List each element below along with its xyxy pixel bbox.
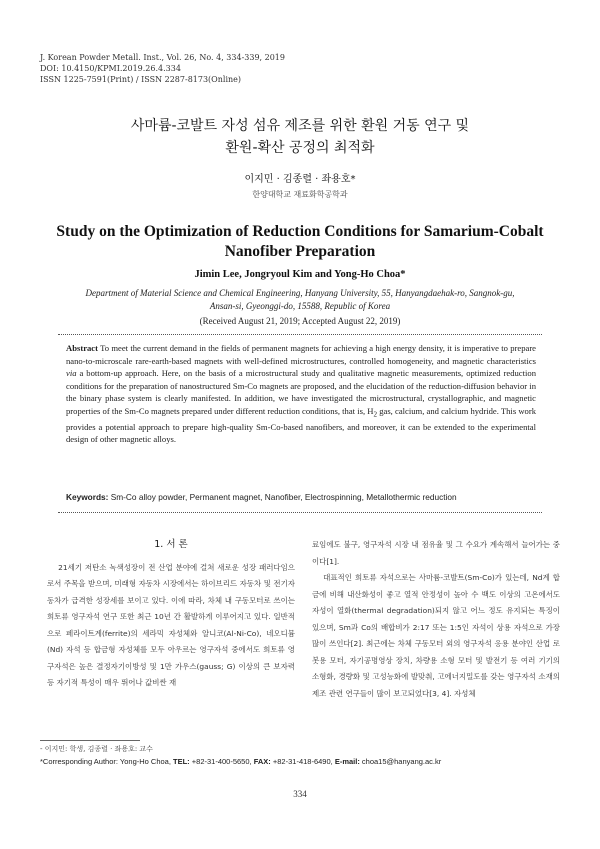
corresponding-author: *Corresponding Author: Yong-Ho Choa, bbox=[40, 757, 174, 766]
korean-title-line2: 환원-확산 공정의 최적화 bbox=[225, 140, 375, 156]
received-dates: (Received August 21, 2019; Accepted August 22, 2019) bbox=[199, 316, 401, 326]
body-paragraph: 21세기 저탄소 녹색성장이 전 산업 분야에 걸쳐 새로운 성장 패러다임으로서 주목을 받으며, 미래형 자동차 시장에서는 하이브리드 자동차 및 전기자동차가 급격한 성장세를 보이고 있다. 이에 따라, 차체 내 구동모터로 쓰이는 희토류 영구자석 연구 또한 최근 10년 간 활발하게 이루어지고 있다. 일반적으로 페라이트계(ferrite)의 세라믹 자성체와 알니코(Al-Ni-Co), 네오디뮴(Nd) 자석 등 합금형 자성체를 모두 아우르는 영구자석 중에서도 희토류 영구자석은 높은 결정자기이방성 및 1만 가우스(gauss; G) 이상의 큰 보자력 등 자기적 특성이 매우 뛰어나 값비싼 재 bbox=[47, 562, 295, 687]
abstract-text-3: gas, calcium, and calcium hydride. This work provides a potential approach to prepare high-quality Sm-Co-based nanofibers, and moreover, it can be extended to the experimental design of other magnetic alloys. bbox=[66, 405, 536, 445]
keywords-text: Sm-Co alloy powder, Permanent magnet, Nanofiber, Electrospinning, Metallothermic reduction bbox=[108, 492, 457, 502]
tel-label: TEL: bbox=[173, 757, 190, 766]
korean-authors: 이지민 · 김종렬 · 좌용호* bbox=[244, 174, 356, 185]
journal-citation: J. Korean Powder Metall. Inst., Vol. 26, No. 4, 334-339, 2019 bbox=[40, 53, 285, 62]
abstract-text-1: To meet the current demand in the fields of permanent magnets for achieving a high energy density, it is imperative to prepare nano-to-microscale rare-earth-based magnets with well-defined microstructures, controlled homogeneity, and magnetic characteristics bbox=[66, 343, 536, 366]
abstract-text-2: a bottom-up approach. Here, on the basis of a microstructural study and qualitative magnetic measurements, optimized reduction conditions for the preparation of nanostructured Sm-Co magnets are proposed, and the elucidation of the reduction-diffusion behavior in the binary phase system is clearly manifested. In addition, we have investigated the microstructural, crystallographic, and magnetic properties of the Sm-Co magnets prepared under different reduction conditions, that is, H bbox=[66, 368, 536, 416]
corresponding-author-footnote bbox=[40, 757, 441, 766]
keywords-label: Keywords: bbox=[66, 492, 109, 502]
english-title-line2: Nanofiber Preparation bbox=[224, 243, 376, 260]
abstract-top-divider bbox=[58, 334, 542, 335]
journal-doi: DOI: 10.4150/KPMI.2019.26.4.334 bbox=[40, 64, 181, 73]
english-affiliation-line2: Ansan-si, Gyeonggi-do, 15588, Republic of Korea bbox=[209, 301, 391, 311]
korean-title bbox=[0, 115, 600, 159]
email-label: E-mail: bbox=[334, 757, 360, 766]
keywords bbox=[66, 492, 536, 502]
body-paragraph-continued: 료임에도 불구, 영구자석 시장 내 점유율 및 그 수요가 계속해서 늘어가는 중이다[1]. bbox=[312, 540, 560, 566]
english-affiliation-line1: Department of Material Science and Chemical Engineering, Hanyang University, 55, Hanyangdaehak-ro, Sangnok-gu, bbox=[85, 288, 515, 298]
email-value: choa15@hanyang.ac.kr bbox=[359, 757, 442, 766]
english-title-line1: Study on the Optimization of Reduction Conditions for Samarium-Cobalt bbox=[56, 223, 544, 240]
english-authors: Jimin Lee, Jongryoul Kim and Yong-Ho Choa* bbox=[194, 269, 406, 280]
abstract-via: via bbox=[66, 368, 77, 378]
section-heading: 1. 서 론 bbox=[154, 539, 188, 550]
abstract-subscript: 2 bbox=[373, 410, 378, 419]
english-title bbox=[0, 222, 600, 262]
journal-issn: ISSN 1225-7591(Print) / ISSN 2287-8173(Online) bbox=[40, 75, 242, 84]
abstract-label: Abstract bbox=[66, 343, 98, 353]
fax-value: +82-31-418-6490, bbox=[270, 757, 335, 766]
english-affiliation bbox=[30, 287, 570, 313]
page-number: 334 bbox=[293, 789, 307, 799]
tel-value: +82-31-400-5650, bbox=[189, 757, 254, 766]
korean-affiliation: 한양대학교 재료화학공학과 bbox=[252, 190, 348, 199]
fax-label: FAX: bbox=[253, 757, 271, 766]
abstract bbox=[66, 342, 536, 446]
korean-title-line1: 사마륨-코발트 자성 섬유 제조를 위한 환원 거동 연구 및 bbox=[130, 118, 470, 134]
body-paragraph: 대표적인 희토류 자석으로는 사마륨-코발트(Sm-Co)가 있는데, Nd계 합금에 비해 내산화성이 좋고 열적 안정성이 높아 수 백도 이상의 고온에서도 자성이 열화(thermal degradation)되지 않고 어느 정도 유지되는 특징이 있으며, Sm과 Co의 배합비가 2:17 또는 1:5인 자석이 상용 자석으로 가장 많이 쓰인다[2]. 최근에는 차체 구동모터 외의 영구자석 응용 분야인 산업 로봇용 모터, 자기공명영상 장치, 차량용 소형 모터 및 발전기 등 여러 기기의 소형화, 경량화 및 고성능화에 발맞춰, 고에너지밀도를 갖는 영구자석 소재의 제조 관련 연구들이 많이 보고되었다[3, 4]. 자성체 bbox=[312, 573, 560, 698]
author-roles-footnote: - 이지민: 학생, 김종렬 · 좌용호: 교수 bbox=[40, 745, 153, 753]
footnote-rule bbox=[40, 740, 140, 741]
journal-header bbox=[40, 52, 285, 85]
body-column-right bbox=[312, 537, 560, 702]
body-column-left bbox=[47, 537, 295, 692]
abstract-bottom-divider bbox=[58, 512, 542, 513]
